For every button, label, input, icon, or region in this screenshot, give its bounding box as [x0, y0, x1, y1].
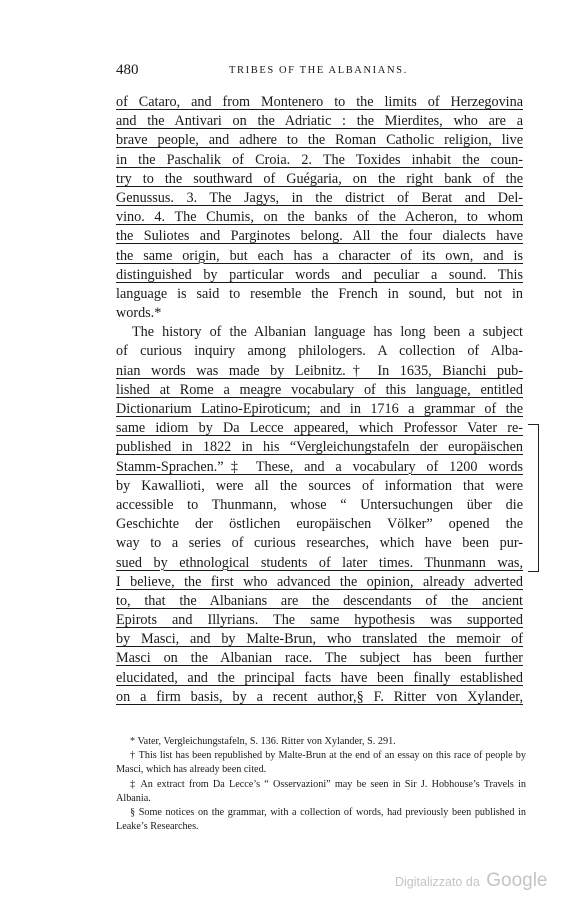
text-line: accessible to Thunmann, whose “ Untersuchungen über die [116, 496, 523, 513]
text-line: nian words was made by Leibnitz.† In 1635, Bianchi pub- [116, 362, 523, 379]
text-line: by Masci, and by Malte-Brun, who translated the memoir of [116, 631, 523, 648]
text-line: way to a series of curious researches, which have been pur- [116, 535, 523, 552]
text-line: published in 1822 in his “Vergleichungstafeln der europäischen [116, 439, 523, 456]
text-line: Epirots and Illyrians. The same hypothesis was supported [116, 612, 523, 629]
text-line: words.* [116, 305, 162, 322]
margin-bracket-mark [528, 424, 539, 572]
text-line: lished at Rome a meagre vocabulary of this language, entitled [116, 381, 523, 398]
text-line: brave people, and adhere to the Roman Catholic religion, live [116, 132, 523, 149]
footnote: § Some notices on the grammar, with a collection of words, had previously been published in Leake’s Researches. [116, 807, 526, 833]
digitization-watermark [395, 870, 560, 896]
text-line: the Suliotes and Parginotes belong. All the four dialects have [116, 228, 523, 245]
text-line: elucidated, and the principal facts have been finally established [116, 669, 523, 686]
text-line: sued by ethnological students of later times. Thunmann was, [116, 554, 523, 571]
text-line: try to the southward of Guégaria, on the right bank of the [116, 170, 523, 187]
text-line: of curious inquiry among philologers. A collection of Alba- [116, 343, 523, 360]
text-line: Dictionarium Latino-Epiroticum; and in 1716 a grammar of the [116, 401, 523, 417]
text-line: I believe, the first who advanced the opinion, already adverted [116, 573, 523, 590]
text-line: by Kawallioti, were all the sources of information that were [116, 477, 523, 494]
text-line: Masci on the Albanian race. The subject has been further [116, 650, 523, 667]
page-header [116, 62, 526, 82]
footnote: ‡ An extract from Da Lecce’s “ Osservazioni” may be seen in Sir J. Hobhouse’s Travels in Albania. [116, 778, 526, 804]
running-head: TRIBES OF THE ALBANIANS. [229, 65, 408, 76]
text-line: Geschichte der östlichen europäischen Völker” opened the [116, 516, 523, 533]
text-line: Stamm-Sprachen.”‡ These, and a vocabulary of 1200 words [116, 458, 523, 475]
text-line: distinguished by particular words and peculiar a sound. This [116, 266, 523, 283]
footnote: * Vater, Vergleichungstafeln, S. 136. Ritter von Xylander, S. 291. [130, 736, 396, 747]
text-line: The history of the Albanian language has long been a subject [132, 324, 523, 341]
watermark-brand: Google [486, 870, 548, 891]
text-line: Genussus. 3. The Jagys, in the district of Berat and Del- [116, 189, 523, 206]
footnote: † This list has been republished by Malte-Brun at the end of an essay on this race of people by Masci, which has already been cited. [116, 750, 526, 776]
text-line: language is said to resemble the French in sound, but not in [116, 285, 523, 302]
text-line: vino. 4. The Chumis, on the banks of the Acheron, to whom [116, 209, 523, 226]
page-number: 480 [116, 62, 139, 78]
text-line: on a firm basis, by a recent author,§ F. Ritter von Xylander, [116, 688, 523, 705]
footnotes [116, 735, 526, 834]
watermark-text: Digitalizzato da [395, 875, 480, 889]
text-line: to, that the Albanians are the descendants of the ancient [116, 592, 523, 609]
text-line: of Cataro, and from Montenero to the limits of Herzegovina [116, 94, 523, 110]
text-line: the same origin, but each has a character of its own, and is [116, 247, 523, 264]
text-line: in the Paschalik of Croia. 2. The Toxides inhabit the coun- [116, 151, 523, 168]
text-line: and the Antivari on the Adriatic : the Mierdites, who are a [116, 113, 523, 130]
body-text [116, 93, 523, 707]
text-line: same idiom by Da Lecce appeared, which Professor Vater re- [116, 420, 523, 437]
